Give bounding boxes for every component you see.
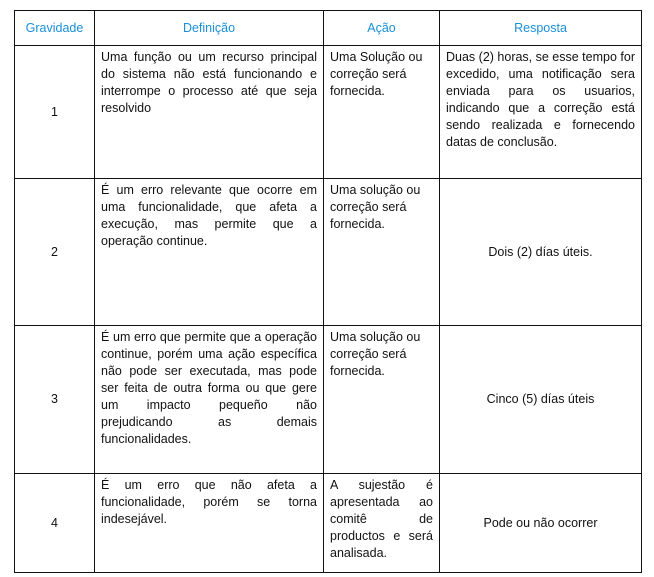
response-cell: Cinco (5) días úteis	[440, 326, 642, 474]
table-row	[15, 326, 642, 474]
response-cell: Pode ou não ocorrer	[440, 474, 642, 573]
table-row	[15, 474, 642, 573]
table-row	[15, 179, 642, 326]
action-cell: Uma solução ou correção será fornecida.	[324, 326, 440, 474]
severity-level: 4	[15, 474, 95, 573]
response-cell: Dois (2) días úteis.	[440, 179, 642, 326]
header-definicao: Definição	[95, 11, 324, 46]
severity-table	[14, 10, 642, 573]
header-resposta: Resposta	[440, 11, 642, 46]
severity-level: 1	[15, 46, 95, 179]
definition-cell: É um erro relevante que ocorre em uma funcionalidade, que afeta a execução, mas permite que a operação continue.	[95, 179, 324, 326]
header-acao: Ação	[324, 11, 440, 46]
severity-level: 3	[15, 326, 95, 474]
severity-level: 2	[15, 179, 95, 326]
table-row	[15, 46, 642, 179]
action-cell: A sujestão é apresentada ao comitê de productos e será analisada.	[324, 474, 440, 573]
header-gravidade: Gravidade	[15, 11, 95, 46]
response-cell: Duas (2) horas, se esse tempo for excedido, uma notificação sera enviada para os usuarios, indicando que a correção está sendo realizada e fornecendo datas de conclusão.	[440, 46, 642, 179]
action-cell: Uma solução ou correção será fornecida.	[324, 179, 440, 326]
header-row	[15, 11, 642, 46]
definition-cell: É um erro que não afeta a funcionalidade, porém se torna indesejável.	[95, 474, 324, 573]
definition-cell: Uma função ou um recurso principal do sistema não está funcionando e interrompe o processo até que seja resolvido	[95, 46, 324, 179]
definition-cell: É um erro que permite que a operação continue, porém uma ação específica não pode ser executada, mas pode ser feita de outra forma ou que gere um impacto pequeño não prejudicando as demais funcionalidades.	[95, 326, 324, 474]
action-cell: Uma Solução ou correção será fornecida.	[324, 46, 440, 179]
